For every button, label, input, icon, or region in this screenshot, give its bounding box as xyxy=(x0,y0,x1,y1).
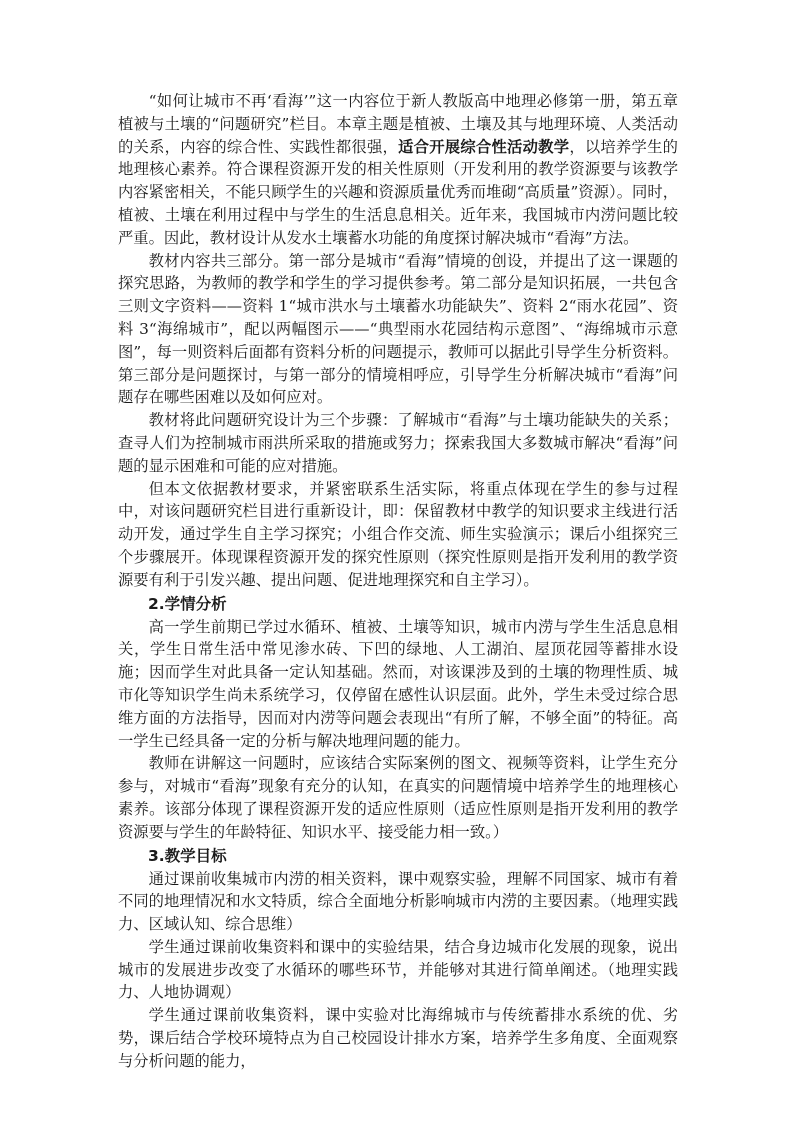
section-heading-learning-analysis: 2.学情分析 xyxy=(148,594,227,613)
intro-paragraph-1-bold: 适合开展综合性活动教学 xyxy=(398,137,570,156)
intro-paragraph-3: 教材将此问题研究设计为三个步骤：了解城市“看海”与土壤功能缺失的关系；查寻人们为控制城市雨洪所采取的措施或努力；探索我国大多数城市解决“看海”问题的显示困难和可能的应对措施。 xyxy=(118,411,678,475)
intro-paragraph-1-text-b: ，以培养学生的地理核心素养。符合课程资源开发的相关性原则（开发利用的教学资源要与该教学内容紧密相关，不能只顾学生的兴趣和资源质量优秀而堆砌“高质量”资源）。同时，植被、土壤在利用过程中与学生的生活息息相关。近年来，我国城市内涝问题比较严重。因此，教材设计从发水土壤蓄水功能的角度探讨解决城市“看海”方法。 xyxy=(118,137,678,247)
teaching-goals-paragraph-1: 通过课前收集城市内涝的相关资料，课中观察实验，理解不同国家、城市有着不同的地理情况和水文特质，综合全面地分析影响城市内涝的主要因素。（地理实践力、区域认知、综合思维） xyxy=(118,869,678,934)
teaching-goals-paragraph-2: 学生通过课前收集资料和课中的实验结果，结合身边城市化发展的现象，说出城市的发展进步改变了水循环的哪些环节，并能够对其进行简单阐述。（地理实践力、人地协调观） xyxy=(118,937,678,1002)
intro-paragraph-1 xyxy=(118,90,678,250)
learning-analysis-paragraph-2: 教师在讲解这一问题时，应该结合实际案例的图文、视频等资料，让学生充分参与，对城市“看海”现象有充分的认知，在真实的问题情境中培养学生的地理核心素养。该部分体现了课程资源开发的适应性原则（适应性原则是指开发利用的教学资源要与学生的年龄特征、知识水平、接受能力相一致。） xyxy=(118,754,678,841)
section-heading-teaching-goals: 3.教学目标 xyxy=(148,846,227,865)
intro-paragraph-2: 教材内容共三部分。第一部分是城市“看海”情境的创设，并提出了这一课题的探究思路，为教师的教学和学生的学习提供参考。第二部分是知识拓展，一共包含三则文字资料——资料 1“城市洪水与土壤蓄水功能缺失”、资料 2“雨水花园”、资料 3“海绵城市”，配以两幅图示——“典型雨水花园结构示意图”、“海绵城市示意图”，每一则资料后面都有资料分析的问题提示，教师可以据此引导学生分析资料。第三部分是问题探讨，与第一部分的情境相呼应，引导学生分析解决城市“看海”问题存在哪些困难以及如何应对。 xyxy=(118,251,678,407)
teaching-goals-paragraph-3: 学生通过课前收集资料，课中实验对比海绵城市与传统蓄排水系统的优、劣势，课后结合学校环境特点为自己校园设计排水方案，培养学生多角度、全面观察与分析问题的能力， xyxy=(118,1006,678,1070)
intro-paragraph-4: 但本文依据教材要求，并紧密联系生活实际，将重点体现在学生的参与过程中，对该问题研究栏目进行重新设计，即：保留教材中教学的知识要求主线进行活动开发，通过学生自主学习探究；小组合作交流、师生实验演示；课后小组探究三个步骤展开。体现课程资源开发的探究性原则（探究性原则是指开发利用的教学资源要有利于引发兴趣、提出问题、促进地理探究和自主学习）。 xyxy=(118,479,678,589)
intro-paragraph-1-text-a: “如何让城市不再‘看海’”这一内容位于新人教版高中地理必修第一册，第五章植被与土壤的“问题研究”栏目。本章主题是植被、土壤及其与地理环境、人类活动的关系，内容的综合性、实践性都很强， xyxy=(118,92,678,156)
document-page xyxy=(118,90,678,1073)
learning-analysis-paragraph-1: 高一学生前期已学过水循环、植被、土壤等知识，城市内涝与学生生活息息相关，学生日常生活中常见渗水砖、下凹的绿地、人工湖泊、屋顶花园等蓄排水设施；因而学生对此具备一定认知基础。然而，对该课涉及到的土壤的物理性质、城市化等知识学生尚未系统学习，仅停留在感性认识层面。此外，学生未受过综合思维方面的方法指导，因而对内涝等问题会表现出“有所了解，不够全面”的特征。高一学生已经具备一定的分析与解决地理问题的能力。 xyxy=(118,617,678,750)
